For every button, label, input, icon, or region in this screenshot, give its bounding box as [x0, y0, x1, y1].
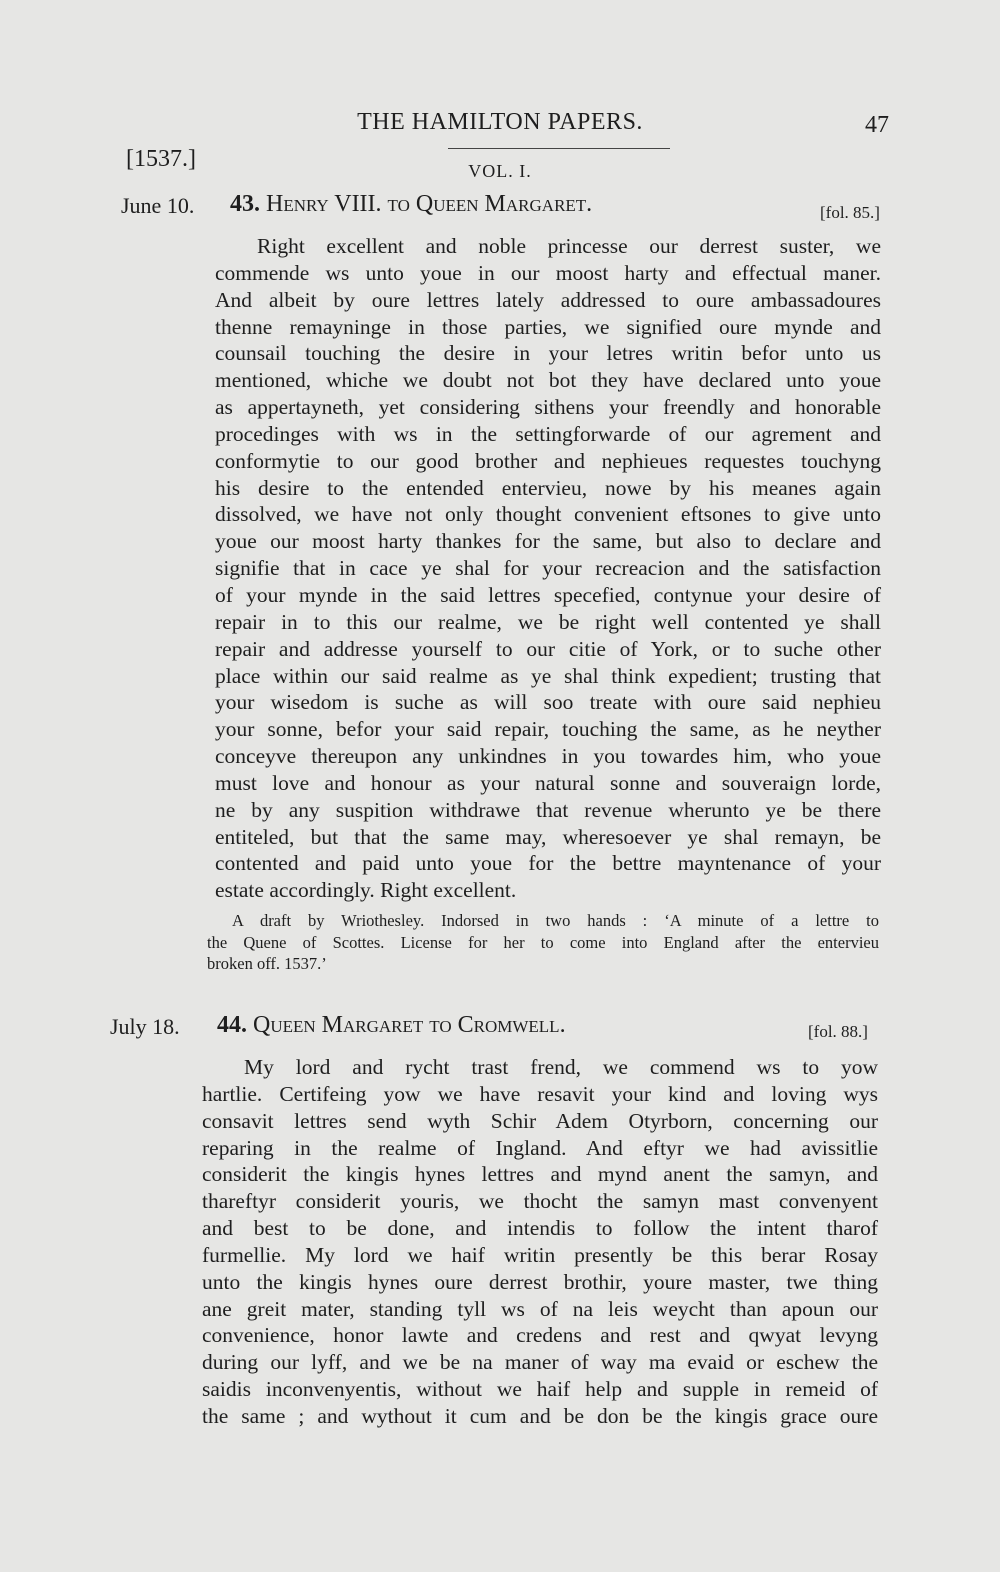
text-line: My lord and rycht trast frend, we commend ws to yow [244, 1055, 878, 1079]
text-line: your wisedom is suche as will soo treate with oure said nephieu [215, 690, 881, 715]
text-line: the same ; and wythout it cum and be don be the kingis grace oure [202, 1403, 878, 1428]
text-line: consavit lettres send wyth Schir Adem Otyrborn, concerning our [202, 1108, 878, 1133]
title-rule [448, 148, 670, 149]
text-line: conceyve thereupon any unkindnes in you towardes him, who youe [215, 744, 881, 769]
text-line: ane greit mater, standing tyll ws of na leis weycht than apoun our [202, 1296, 878, 1321]
text-line: Right excellent and noble princesse our derrest suster, we [257, 234, 881, 258]
text-line: signifie that in cace ye shal for your recreacion and the satisfaction [215, 556, 881, 581]
text-line: his desire to the entended entervieu, nowe by his meanes again [215, 475, 881, 500]
text-line: thareftyr considerit youris, we thocht the samyn mast convenyent [202, 1189, 878, 1214]
text-line: thenne remayninge in those parties, we signified oure mynde and [215, 314, 881, 339]
page-number: 47 [865, 112, 889, 138]
volume-label: VOL. I. [468, 161, 532, 181]
text-line: conformytie to our good brother and nephieues requestes touchyng [215, 448, 881, 473]
entry-date: July 18. [110, 1014, 180, 1039]
text-line: furmellie. My lord we haif writin presently be this berar Rosay [202, 1242, 878, 1267]
entry-title: Henry VIII. to Queen Margaret. [266, 191, 593, 217]
text-line: and best to be done, and intendis to follow the intent tharof [202, 1216, 878, 1241]
entry-number: 43. [230, 191, 260, 217]
text-line: commende ws unto youe in our moost harty and effectual maner. [215, 260, 881, 285]
year-marker: [1537.] [126, 146, 196, 172]
text-line: dissolved, we have not only thought convenient eftsones to give unto [215, 502, 881, 527]
editorial-note [207, 910, 879, 975]
text-line: convenience, honor lawte and credens and rest and qwyat levyng [202, 1323, 878, 1348]
folio-reference: [fol. 88.] [808, 1022, 868, 1041]
text-line: unto the kingis hynes oure derrest brothir, youre master, twe thing [202, 1269, 878, 1294]
note-line: the Quene of Scottes. License for her to come into England after the entervieu [207, 932, 879, 952]
text-line: repair in to this our realme, we be right well contented ye shall [215, 609, 881, 634]
text-line: saidis inconvenyentis, without we haif help and supple in remeid of [202, 1377, 878, 1402]
entry-date: June 10. [121, 193, 195, 218]
text-line: of your mynde in the said lettres specefied, contynue your desire of [215, 582, 881, 607]
text-line: contented and paid unto youe for the bettre mayntenance of your [215, 851, 881, 876]
text-line: entiteled, but that the same may, wheresoever ye shal remayn, be [215, 824, 881, 849]
entry-number: 44. [217, 1012, 247, 1038]
note-line: broken off. 1537.’ [207, 954, 327, 973]
text-line: your sonne, befor your said repair, touching the same, as he neyther [215, 717, 881, 742]
text-line: youe our moost harty thankes for the same, but also to declare and [215, 529, 881, 554]
text-line: And albeit by oure lettres lately addressed to oure ambassadoures [215, 287, 881, 312]
note-line: A draft by Wriothesley. Indorsed in two hands : ‘A minute of a lettre to [232, 911, 879, 930]
text-line: hartlie. Certifeing yow we have resavit your kind and loving wys [202, 1081, 878, 1106]
text-line: counsail touching the desire in your letres writin befor unto us [215, 341, 881, 366]
text-line: repair and addresse yourself to our citie of York, or to suche other [215, 636, 881, 661]
folio-reference: [fol. 85.] [820, 203, 880, 222]
letter-body [202, 1054, 878, 1430]
text-line: must love and honour as your natural sonne and souveraign lorde, [215, 770, 881, 795]
text-line: during our lyff, and we be na maner of way ma evaid or eschew the [202, 1350, 878, 1375]
running-title: THE HAMILTON PAPERS. [357, 109, 643, 135]
entry-title: Queen Margaret to Cromwell. [253, 1012, 566, 1038]
text-line: estate accordingly. Right excellent. [215, 878, 517, 903]
text-line: reparing in the realme of Ingland. And eftyr we had avissitlie [202, 1135, 878, 1160]
text-line: as appertayneth, yet considering sithens your freendly and honorable [215, 395, 881, 420]
text-line: procedinges with ws in the settingforwarde of our agrement and [215, 421, 881, 446]
letter-body [215, 233, 881, 904]
text-line: mentioned, whiche we doubt not bot they have declared unto youe [215, 368, 881, 393]
text-line: considerit the kingis hynes lettres and mynd anent the samyn, and [202, 1162, 878, 1187]
entry-heading [230, 191, 592, 218]
entry-heading [217, 1012, 566, 1039]
text-line: place within our said realme as ye shal think expedient; trusting that [215, 663, 881, 688]
text-line: ne by any suspition withdrawe that revenue wherunto ye be there [215, 797, 881, 822]
